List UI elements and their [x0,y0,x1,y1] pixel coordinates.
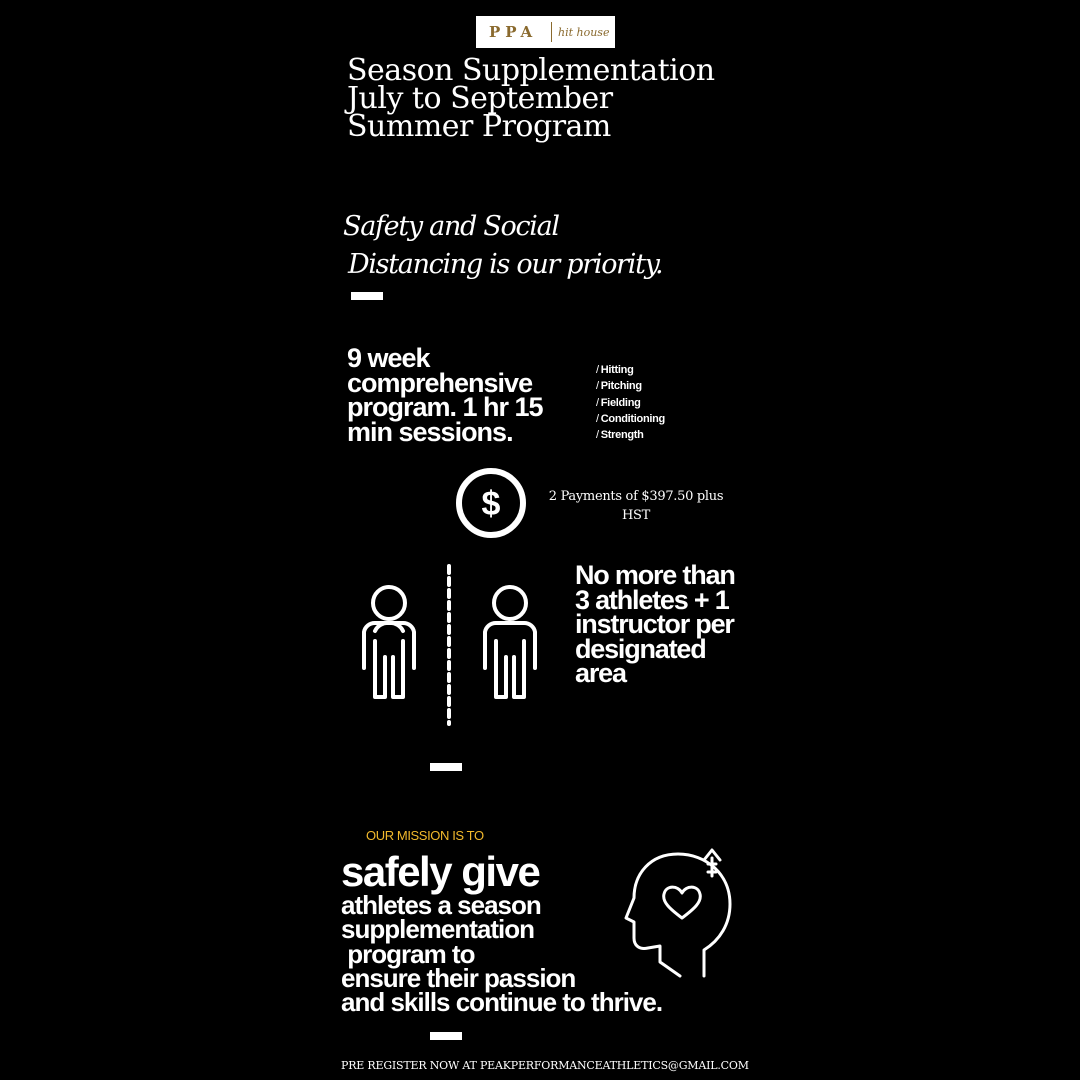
program-description: 9 week comprehensive program. 1 hr 15 min sessions. [347,343,543,447]
mission-lead: safely give [341,848,540,895]
logo-subtext: hit house [558,25,610,39]
head-heart-icon [624,836,732,982]
safety-line-1: Safety and Social [343,211,559,242]
registration-footer: PRE REGISTER NOW AT PEAKPERFORMANCEATHLETICS@GMAIL.COM [341,1059,749,1072]
social-distancing-icon [355,560,545,730]
capacity-text: No more than 3 athletes + 1 instructor per designated area [575,560,735,688]
focus-area-item: / Fielding [596,396,641,409]
mission-line: program to [341,938,475,969]
page-title: Season Supplementation July to September Summer Program [347,53,715,144]
section-divider [351,292,383,300]
safety-priority-text [343,208,683,284]
focus-area-item: / Pitching [596,380,642,393]
focus-area-item: / Strength [596,429,644,442]
mission-line: and skills continue to thrive. [341,987,663,1018]
safety-line-2: Distancing is our priority. [348,249,663,280]
section-divider [430,1032,462,1040]
logo-divider [551,22,552,42]
mission-line: supplementation [341,914,535,945]
mission-line: athletes a season [341,890,541,920]
price-text: 2 Payments of $397.50 plus HST [548,489,724,523]
mission-line: ensure their passion [341,962,576,993]
focus-area-item: / Conditioning [596,412,665,425]
section-divider [430,763,462,771]
logo [476,16,615,48]
mission-label: OUR MISSION IS TO [366,828,484,843]
focus-area-list [596,362,716,443]
logo-mark: PPA [489,23,538,41]
dollar-symbol: $ [481,485,501,523]
dollar-icon [454,466,528,540]
focus-area-item: / Hitting [596,364,634,376]
